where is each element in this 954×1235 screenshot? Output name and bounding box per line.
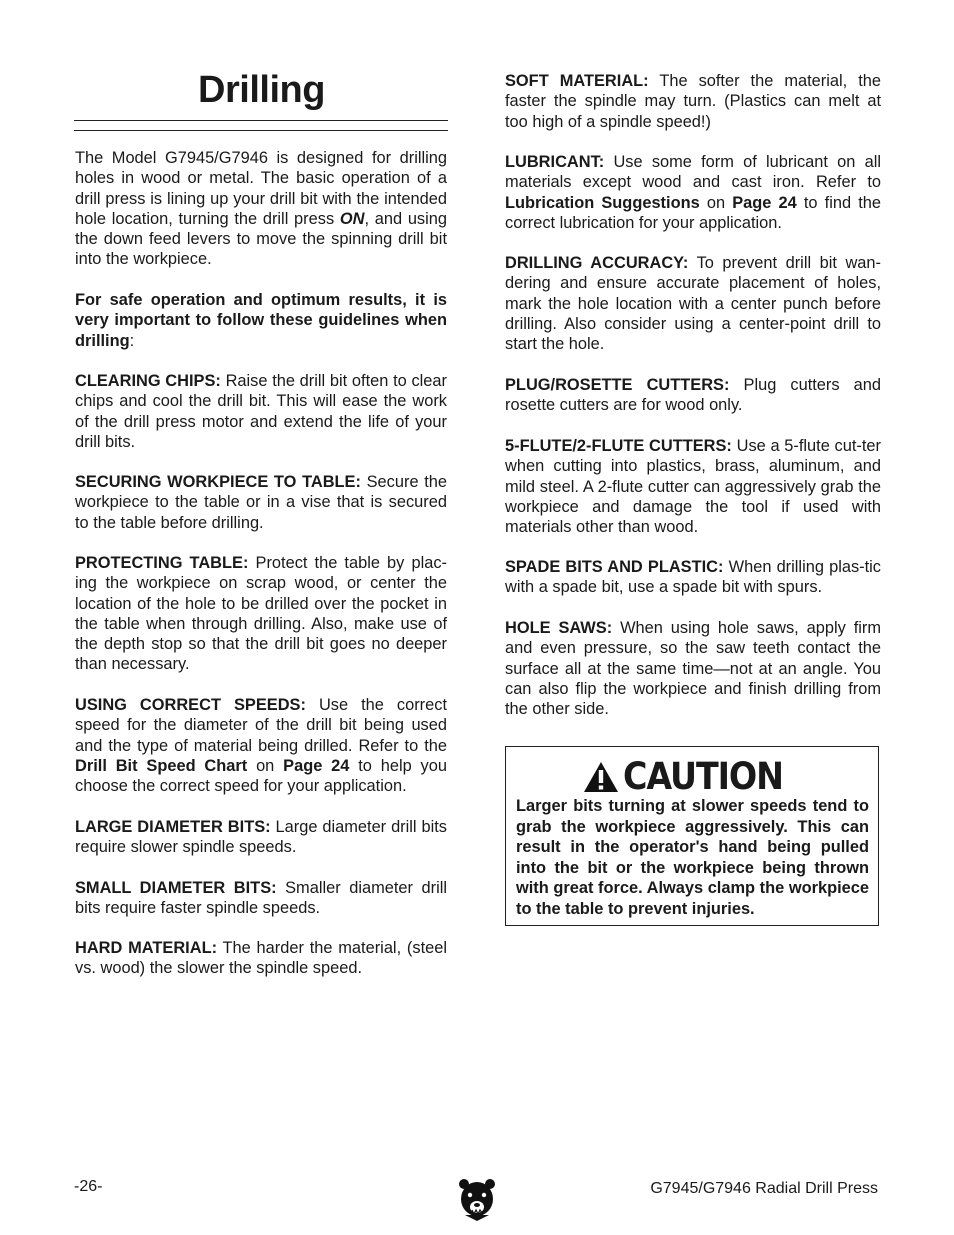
item-clearing-chips: CLEARING CHIPS: Raise the drill bit often to clear chips and cool the drill bit. This will ease the work of the drill press motor and extend the life of your drill bits. (75, 372, 447, 451)
caution-box (505, 746, 879, 926)
page-number: -26- (74, 1178, 103, 1195)
item-hole-saws: HOLE SAWS: When using hole saws, apply firm and even pressure, so the saw teeth contact the surface all at the same time—not at an angle. You can also flip the workpiece and finish drilling from the other side. (505, 619, 882, 719)
title-rule-bottom (74, 130, 448, 131)
bear-logo-icon (457, 1177, 497, 1222)
warning-triangle-icon (583, 761, 619, 793)
item-drilling-accuracy: DRILLING ACCURACY: To prevent drill bit wan-dering and ensure accurate placement of holes, mark the hole location with a center punch before drilling. Also consider using a center-point drill to start the hole. (505, 254, 881, 354)
item-protecting-table: PROTECTING TABLE: Protect the table by plac-ing the workpiece on scrap wood, or center the location of the hole to be drilled over the pocket in the table when through drilling. Also, make use of the depth stop so that the drill bit goes no deeper than necessary. (75, 554, 447, 674)
guidelines-intro: For safe operation and optimum results, it is very important to follow these guidelines when drilling: (75, 291, 447, 350)
speed-chart-reference: Drill Bit Speed Chart (75, 756, 248, 775)
page-reference: Page 24 (283, 756, 350, 775)
caution-heading: CAUTION (623, 755, 784, 798)
item-lubricant: LUBRICANT: Use some form of lubricant on all materials except wood and cast iron. Refer to Lubrication Suggestions on Page 24 to find the correct lubrication for your application. (505, 153, 881, 232)
item-soft-material: SOFT MATERIAL: The softer the material, the faster the spindle may turn. (Plastics can melt at too high of a spindle speed!) (505, 72, 881, 131)
page-title: Drilling (198, 69, 325, 111)
item-securing-workpiece: SECURING WORKPIECE TO TABLE: Secure the workpiece to the table or in a vise that is secured to the table before drilling. (75, 473, 448, 532)
page-reference: Page 24 (732, 193, 797, 212)
on-emphasis: ON (339, 209, 365, 228)
item-spade-bits: SPADE BITS AND PLASTIC: When drilling plas-tic with a spade bit, use a spade bit with spurs. (505, 558, 881, 597)
intro-paragraph: The Model G7945/G7946 is designed for drilling holes in wood or metal. The basic operation of a drill press is lining up your drill bit with the intended hole location, turning the drill press ON, and using the down feed levers to move the spinning drill bit into the workpiece. (75, 149, 448, 269)
title-rule-top (74, 120, 448, 121)
item-using-correct-speeds: USING CORRECT SPEEDS: Use the correct speed for the diameter of the drill bit being used and the type of material being drilled. Refer to the Drill Bit Speed Chart on Page 24 to help you choose the correct speed for your application. (75, 696, 448, 796)
caution-text: Larger bits turning at slower speeds tend to grab the workpiece aggressively. This can result in the operator's hand being pulled into the bit or the workpiece being thrown with great force. Always clamp the workpiece to the table to prevent injuries. (516, 797, 869, 918)
lubrication-reference: Lubrication Suggestions (505, 193, 700, 212)
item-small-diameter-bits: SMALL DIAMETER BITS: Smaller diameter drill bits require faster spindle speeds. (75, 879, 447, 918)
caution-header (506, 755, 878, 799)
item-hard-material: HARD MATERIAL: The harder the material, (steel vs. wood) the slower the spindle speed. (75, 939, 447, 978)
product-name: G7945/G7946 Radial Drill Press (650, 1180, 878, 1197)
item-flute-cutters: 5-FLUTE/2-FLUTE CUTTERS: Use a 5-flute cut-ter when cutting into plastics, brass, aluminum, and mild steel. A 2-flute cutter can aggressively grab the workpiece and damage the tool if used with materials other than wood. (505, 437, 881, 537)
item-plug-rosette-cutters: PLUG/ROSETTE CUTTERS: Plug cutters and rosette cutters are for wood only. (505, 376, 881, 415)
item-large-diameter-bits: LARGE DIAMETER BITS: Large diameter drill bits require slower spindle speeds. (75, 818, 447, 857)
